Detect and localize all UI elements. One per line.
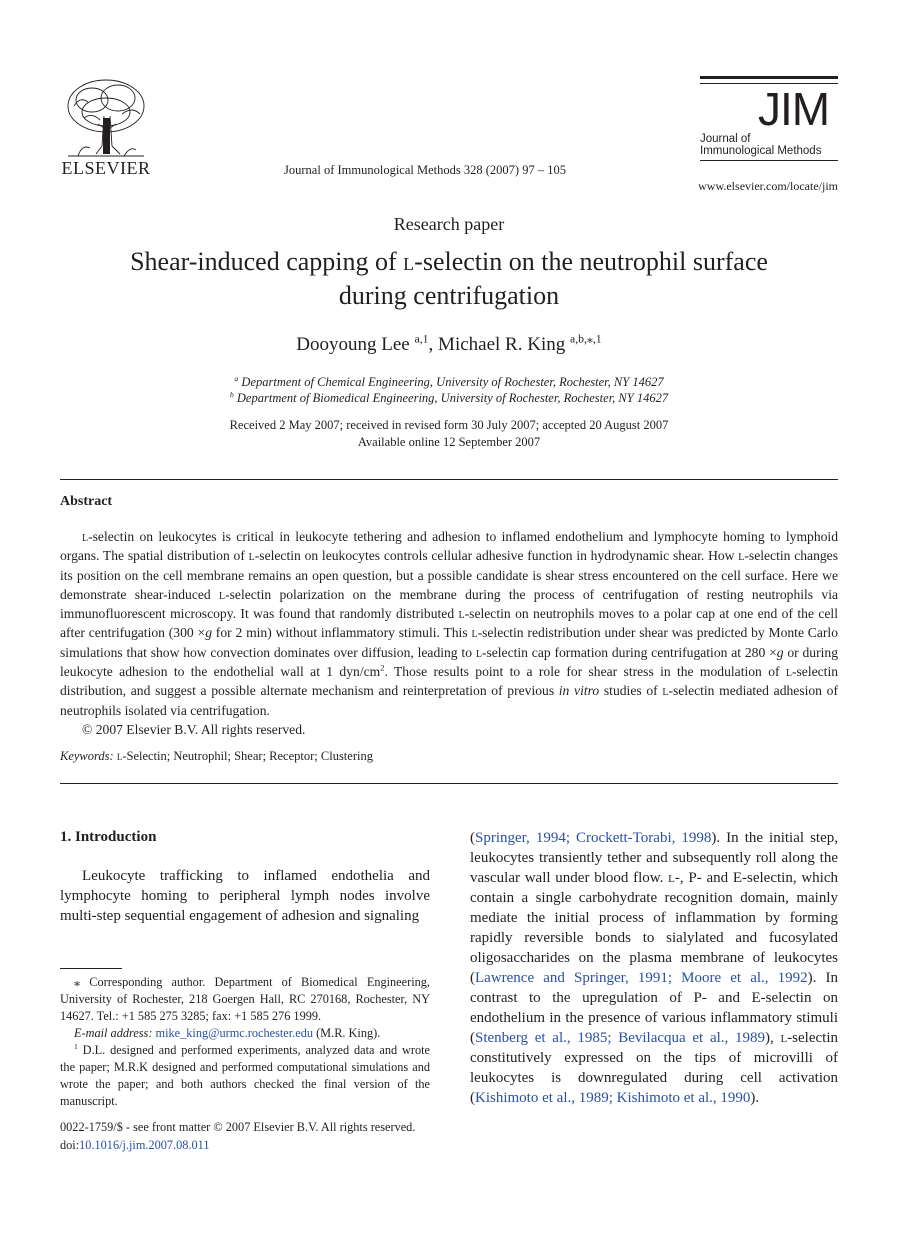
affiliation-text: Department of Chemical Engineering, University of Rochester, Rochester, NY 14627 [241,375,664,389]
divider [60,479,838,480]
small-caps-letter: l [662,683,669,699]
citation-link[interactable]: Springer, 1994; Crockett-Torabi, 1998 [475,830,712,846]
citation-link[interactable]: Stenberg et al., 1985; Bevilacqua et al., 1989 [475,1030,765,1046]
small-caps-letter: l [116,749,123,763]
divider [60,783,838,784]
affiliation [60,390,838,406]
contribution-note [60,1042,430,1110]
small-caps-letter: l [780,1030,788,1046]
journal-logo-rule [700,160,838,161]
abstract-text: l-selectin on leukocytes is critical in leukocyte tethering and adhesion to inflamed endothelium and lymphocyte homing to lymphoid organs. The spatial distribution of l-selectin on leukocytes controls cellular adhesive function in hydrodynamic shear. How l-selectin changes its position on the cell membrane remains an open question, but a possible candidate is shear stress encountered on the cell surface. Here we demonstrate shear-induced l-selectin polarization on the membrane during the process of centrifugation of resting neutrophils via immunofluorescent microscopy. It was found that randomly distributed l-selectin on neutrophils moves to a polar cap at one end of the cell after centrifugation (300 ×g for 2 min) without inflammatory stimuli. This l-selectin redistribution under shear was predicted by Monte Carlo simulations that show how convection dominates over diffusion, leading to l-selectin cap formation during centrifugation at 280 ×g or during leukocyte adhesion to the endothelial wall at 1 dyn/$cm^2$. Those results point to a role for shear stress in the modulation of l-selectin distribution, and suggest a possible alternate mechanism and reinterpretation of previous in vitro studies of l-selectin mediated adhesion of neutrophils isolated via centrifugation. [60,529,839,718]
article-type: Research paper [393,214,505,234]
journal-name-line: Immunological Methods [700,145,822,157]
small-caps-letter: l [82,529,89,544]
keywords-list: l-Selectin; Neutrophil; Shear; Receptor; Clustering [116,749,373,763]
available-date: Available online 12 September 2007 [357,435,541,449]
small-caps-letter: l [475,644,482,660]
citation-link[interactable]: Kishimoto et al., 1989; Kishimoto et al., 1990 [475,1090,751,1106]
publisher-name: ELSEVIER [61,158,151,178]
journal-name-line: Journal of [700,133,751,145]
email-label: E-mail address: [74,1026,153,1040]
received-dates: Received 2 May 2007; received in revised form 30 July 2007; accepted 20 August 2007 [229,418,669,432]
citation-link[interactable]: Lawrence and Springer, 1991; Moore et al., 1992 [475,970,808,986]
keywords [60,749,838,764]
small-caps-letter: l [738,548,745,564]
author-affiliation-mark[interactable]: a,b,⁎,1 [569,332,602,346]
journal-logo: JIM [758,83,830,135]
affiliation-mark: a [234,373,239,383]
small-caps-letter: l [785,664,792,680]
small-caps-letter: l [248,548,255,564]
author-separator: , [428,334,434,355]
footnote-mark: 1 [74,1041,78,1051]
email-note [60,1025,430,1042]
corresponding-author-note: ⁎ Corresponding author. Department of Biomedical Engineering, University of Rochester, 218 Goergen Hall, RC 270168, Rochester, NY 14627. Tel.: +1 585 275 3285; fax: +1 585 276 1999. [60,975,430,1023]
small-caps-letter: l [471,625,478,641]
affiliation [60,374,838,390]
footnotes [60,974,430,1110]
small-caps-letter: l [458,606,465,622]
front-matter [60,1118,480,1154]
title-text: -selectin on the neutrophil surface [414,247,768,276]
body-text-right: (Springer, 1994; Crockett-Torabi, 1998). In the initial step, leukocytes transiently tether and subsequently roll along the vascular wall under blood flow. l-, P- and E-selectin, which contain a single carbohydrate recognition domain, mainly mediate the initial process of inflammation by forming rapidly reversible bonds to sialylated and fucosylated oligosaccharides on the plasma membrane of leukocytes (Lawrence and Springer, 1991; Moore et al., 1992). In contrast to the upregulation of P- and E-selectin on endothelium in the presence of various inflammatory stimuli (Stenberg et al., 1985; Bevilacqua et al., 1989), l-selectin constitutively expressed on the tips of microvilli of leukocytes is downregulated during cell activation (Kishimoto et al., 1989; Kishimoto et al., 1990). [470,830,838,1106]
abstract-heading: Abstract [60,494,113,509]
journal-citation: Journal of Immunological Methods 328 (2007) 97 – 105 [284,163,566,177]
author-affiliation-mark[interactable]: a,1 [414,332,429,346]
small-caps-letter: l [219,586,226,602]
italic-text: g [776,644,784,660]
email-suffix: (M.R. King). [313,1026,381,1040]
author-name: Dooyoung Lee [296,334,410,355]
copyright-notice: © 2007 Elsevier B.V. All rights reserved. [82,721,306,737]
elsevier-tree-logo [60,76,152,160]
journal-name [700,133,821,157]
keywords-label: Keywords: [60,749,114,763]
doi-line [60,1136,480,1154]
article-title [60,245,838,313]
section-heading: 1. Introduction [60,829,157,845]
affiliation-text: Department of Biomedical Engineering, University of Rochester, Rochester, NY 14627 [236,391,669,405]
superscript: 2 [380,662,385,673]
doi-link[interactable]: 10.1016/j.jim.2007.08.011 [79,1138,210,1152]
abstract [60,527,838,739]
email-link[interactable]: mike_king@urmc.rochester.edu [155,1026,314,1040]
title-text: Shear-induced capping of [130,247,404,276]
title-text: l [403,247,415,276]
author-list [60,334,838,356]
contribution-text: D.L. designed and performed experiments, analyzed data and wrote the paper; M.R.K designed and performed computational simulations and wrote the paper; and both authors checked the final version of the manuscript. [60,1043,430,1108]
affiliations [60,374,838,406]
journal-url-link[interactable]: www.elsevier.com/locate/jim [698,179,838,193]
journal-logo-rule [700,76,838,79]
small-caps-letter: l [668,870,675,886]
italic-text: in vitro [558,683,600,699]
author-name: Michael R. King [438,334,566,355]
body-text-left: Leukocyte trafficking to inflamed endothelia and lymphocyte homing to peripheral lymph nodes involve multi-step sequential engagement of adhesion and signaling [60,868,430,924]
article-dates [60,417,838,451]
title-text: during centrifugation [338,281,560,310]
issn-line: 0022-1759/$ - see front matter © 2007 Elsevier B.V. All rights reserved. [60,1120,416,1134]
doi-label: doi: [60,1138,80,1152]
affiliation-mark: b [229,389,234,399]
italic-text: g [205,625,212,641]
footnote-rule [60,968,122,969]
